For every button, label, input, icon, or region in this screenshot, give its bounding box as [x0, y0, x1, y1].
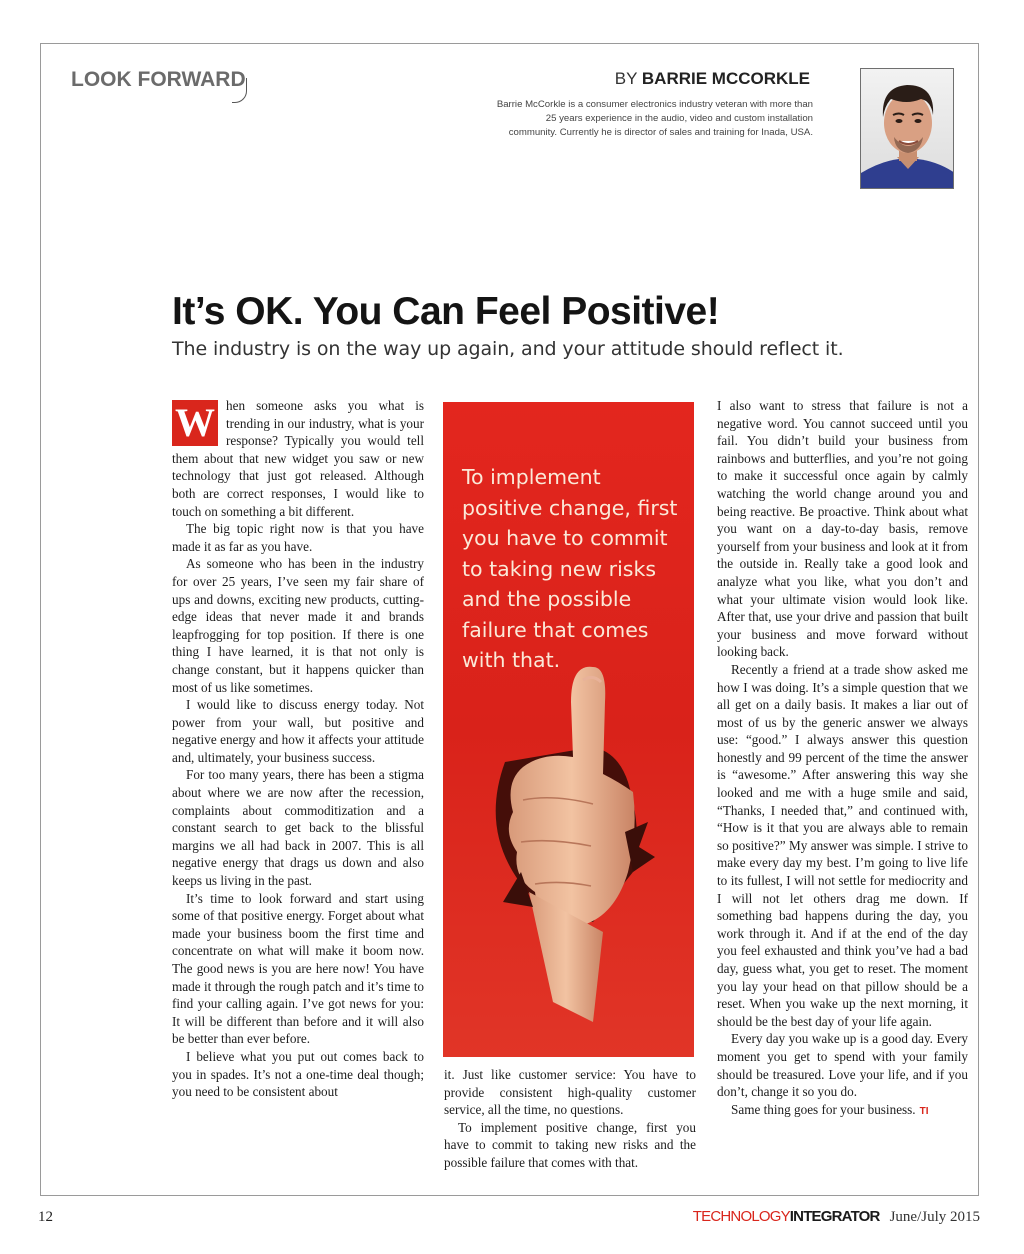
paragraph	[717, 1101, 968, 1121]
author-photo	[861, 69, 954, 189]
issue-date: June/July 2015	[889, 1209, 980, 1225]
paragraph: It’s time to look forward and start using some of that positive energy. Forget about what made your business boom the first time and concentrate on what will make it boom now. The good news is you are here now! You have made it through the rough patch and it’s time to find your calling again. I’ve got news for you: It will be different than before and it will also be better than ever before.	[172, 890, 424, 1047]
paragraph	[172, 397, 424, 520]
magazine-brand	[693, 1208, 980, 1226]
author-bio: Barrie McCorkle is a consumer electronics industry veteran with more than 25 years experience in the audio, video and custom installation community. Currently he is director of sales and training for Inada, USA.	[496, 99, 813, 138]
section-label: LOOK FORWARD	[71, 68, 246, 91]
byline	[615, 69, 810, 89]
paragraph: To implement positive change, first you have to commit to taking new risks and the possible failure that comes with that.	[444, 1119, 696, 1170]
article-subtitle: The industry is on the way up again, and your attitude should reflect it.	[172, 338, 844, 360]
paragraph: Every day you wake up is a good day. Every moment you get to spend with your family should be treasured. Love your life, and if you don’t, change it so you do.	[717, 1031, 968, 1100]
paragraph: I also want to stress that failure is not a negative word. You cannot succeed until you fail. You didn’t build your business from rainbows and butterflies, and you’re not going to make it successful once again by calmly watching the world change around you and being reactive. Be proactive. Think about what you want on a day-to-day basis, remove yourself from your business and look at it from the outside in. Really take a good look and analyze what you like, what you don’t and what your ultimate vision would look like. After that, use your drive and passion that built your business and move forward without looking back.	[717, 398, 968, 660]
paragraph-text: Same thing goes for your business.	[731, 1101, 916, 1117]
page-number: 12	[38, 1209, 53, 1225]
paragraph: For too many years, there has been a stigma about where we are now after the recession, complaints about commoditization and a constant search to get back to the blissful margins we all had back in 2007. This is all negative energy that drags us down and also keeps us living in the past.	[172, 767, 424, 889]
paragraph: I would like to discuss energy today. Not power from your wall, but positive and negative energy and how it affects your attitude and, ultimately, your business success.	[172, 697, 424, 765]
paragraph: it. Just like customer service: You have to provide consistent high-quality customer service, all the time, no questions.	[444, 1067, 696, 1118]
article-column-3	[717, 397, 968, 1120]
paragraph: The big topic right now is that you have made it as far as you have.	[172, 521, 424, 554]
paragraph: I believe what you put out comes back to you in spades. It’s not a one-time deal though; you need to be consistent about	[172, 1048, 424, 1100]
end-mark: TI	[919, 1105, 929, 1117]
paragraph: Recently a friend at a trade show asked me how I was doing. It’s a simple question that we all get on a daily basis. It makes a liar out of most of us by the generic answer we always use: “good.” I always answer this question honestly and 99 percent of the time the answer is “awesome.” After answering this way she looked and me with a huge smile and said, “Thanks, I needed that,” and continued with, “How is it that you are always able to remain so positive?” My answer was simple. I strive to make every day my best. I’m going to live life to its fullest, I will not settle for mediocrity and I will not let others drag me down. If something bad happens during the day, you work through it. And if at the end of the day you feel exhausted and think you’ve had a bad day, guess what, you get to reset. The moment you lay your head on that pillow should be a reset. When you wake up the next morning, it should be the best day of your life again.	[717, 661, 968, 1029]
author-name: BARRIE MCCORKLE	[641, 69, 810, 88]
pullquote-text: To implement positive change, first you have to commit to taking new risks and the possible failure that comes with that.	[462, 465, 678, 672]
article-column-2	[444, 1066, 696, 1172]
pullquote-panel	[443, 402, 694, 1057]
author-portrait	[860, 68, 954, 189]
article-column-1	[172, 397, 424, 1101]
article-title: It’s OK. You Can Feel Positive!	[172, 290, 720, 333]
brand-integrator: INTEGRATOR	[789, 1208, 880, 1225]
byline-prefix: BY	[614, 69, 638, 88]
drop-cap: W	[172, 400, 218, 446]
brand-technology: TECHNOLOGY	[692, 1208, 790, 1225]
paragraph: As someone who has been in the industry for over 25 years, I’ve seen my fair share of ups and downs, exciting new products, cutting-edge ideas that never made it and brands leapfrogging for top position. If there is one thing I have learned, it is that not only is change constant, but it happens quicker than most of us like sometimes.	[172, 556, 424, 695]
paragraph-text: hen someone asks you what is trending in our industry, what is your response? Typically you would tell them about that new widget you saw or new technology that just got released. Although both are correct responses, I would like to touch on something a bit different.	[172, 398, 424, 519]
